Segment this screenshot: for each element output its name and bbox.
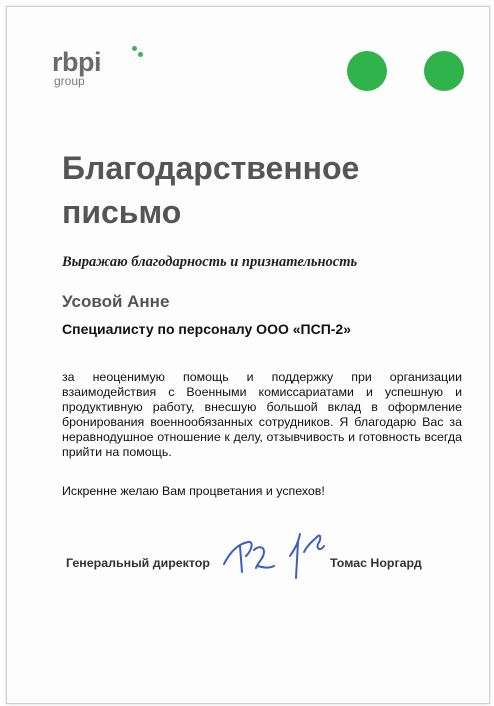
logo-wordmark: rbpi [52, 47, 101, 77]
letter-subtitle: Выражаю благодарность и признательность [62, 254, 358, 270]
recipient-name: Усовой Анне [62, 292, 170, 311]
letter-wish: Искренне желаю Вам процветания и успехов! [62, 484, 325, 498]
signatory-role: Генеральный директор [66, 556, 210, 570]
logo-dot-right [138, 52, 143, 57]
green-circle-left [347, 51, 387, 91]
signatory-name: Томас Норгард [330, 556, 422, 570]
logo-dot-top [132, 46, 137, 51]
handwritten-signature [218, 522, 333, 584]
title-line-1: Благодарственное [62, 150, 360, 186]
letter-page [6, 6, 490, 704]
green-circle-right [424, 51, 464, 91]
logo-subtext: group [54, 74, 85, 88]
company-logo [52, 48, 162, 96]
recipient-position: Специалисту по персоналу ООО «ПСП-2» [62, 321, 351, 337]
letter-title [62, 146, 462, 234]
letter-body: за неоценимую помощь и поддержку при организации взаимодействия с Военными комиссариатами и успешную и продуктивную работу, внесшую большой вклад в оформление бронирования военнообязанных сотрудников. Я благодарю Вас за неравнодушное отношение к делу, отзывчивость и готовность всегда прийти на помощь. [62, 370, 462, 459]
title-line-2: письмо [62, 194, 182, 230]
